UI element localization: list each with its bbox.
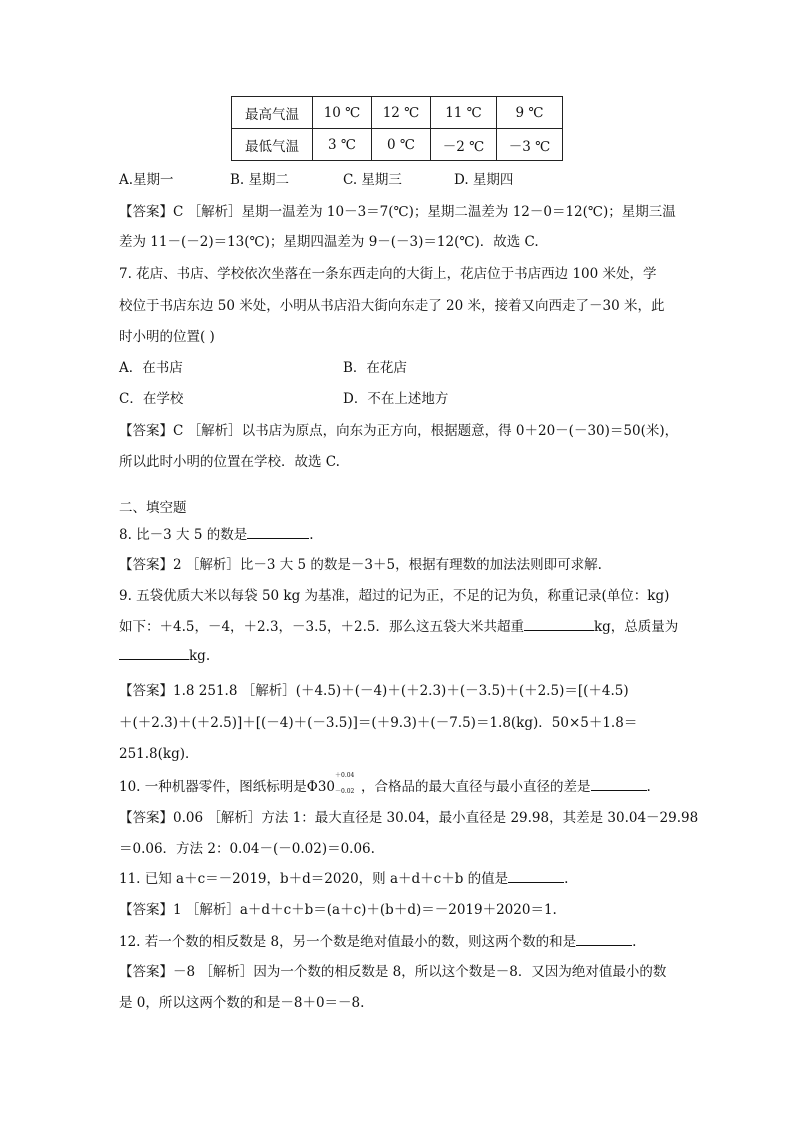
- q8-answer: 【答案】2 ［解析］比－3 大 5 的数是－3＋5，根据有理数的加法法则即可求解.: [119, 557, 602, 573]
- table-cell: 0 ℃: [372, 129, 431, 161]
- table-cell: －2 ℃: [431, 129, 497, 161]
- table-cell: 3 ℃: [313, 129, 372, 161]
- q12-question: 12. 若一个数的相反数是 8，另一个数是绝对值最小的数，则这两个数的和是: [119, 934, 577, 950]
- q6-answer-line2: 差为 11－(－2)＝13(℃)；星期四温差为 9－(－3)＝12(℃)．故选 C.: [119, 234, 539, 250]
- q8-question: 8. 比－3 大 5 的数是: [119, 527, 248, 543]
- q9-text-line3: [119, 647, 210, 664]
- q6-option-b: B. 星期二: [230, 172, 290, 188]
- q10-question-b: ，合格品的最大直径与最小直径的差是: [361, 779, 591, 795]
- tolerance-upper: ＋0.04: [335, 772, 355, 779]
- row-label-low: 最低气温: [232, 129, 313, 161]
- section-title: 二、填空题: [119, 500, 187, 516]
- q7-text-line3: 时小明的位置( ): [119, 329, 215, 345]
- q12-answer-line2: 是 0，所以这两个数的和是－8＋0＝－8.: [119, 995, 365, 1011]
- q6-option-c: C. 星期三: [343, 172, 402, 188]
- q8-end: .: [309, 527, 314, 543]
- q9-answer-line3: 251.8(kg)．: [119, 746, 199, 762]
- q12-end: .: [632, 934, 637, 950]
- q9-line2-part1: 如下：＋4.5，－4，＋2.3，－3.5，＋2.5．那么这五袋大米共超重: [119, 619, 524, 635]
- q11-text: [119, 867, 568, 887]
- q9-text-line2: [119, 615, 678, 635]
- q7-answer-line2: 所以此时小明的位置在学校．故选 C.: [119, 454, 340, 470]
- tolerance-lower: －0.02: [335, 788, 355, 795]
- table-cell: 10 ℃: [313, 97, 372, 129]
- q12-text: [119, 930, 636, 950]
- q9-line2-part2: kg，总质量为: [593, 619, 679, 635]
- q7-option-c: C．在学校: [119, 391, 184, 407]
- q7-text-line2: 校位于书店东边 50 米处，小明从书店沿大街向东走了 20 米，接着又向西走了－30 米，此: [119, 298, 665, 314]
- answer-blank: [119, 647, 189, 660]
- q9-line3-unit: kg.: [189, 648, 211, 664]
- q9-answer-line2: ＋(＋2.3)＋(＋2.5)]＋[(－4)＋(－3.5)]＝(＋9.3)＋(－7.5)＝1.8(kg)．50×5＋1.8＝: [119, 715, 638, 731]
- q7-answer-line1: 【答案】C ［解析］以书店为原点，向东为正方向，根据题意，得 0＋20－(－30)＝50(米)，: [119, 423, 679, 439]
- answer-blank: [591, 778, 647, 791]
- answer-blank: [508, 870, 564, 883]
- table-cell: 9 ℃: [497, 97, 563, 129]
- tolerance-notation: [335, 772, 361, 795]
- q6-answer-line1: 【答案】C ［解析］星期一温差为 10－3＝7(℃)；星期二温差为 12－0＝12(℃)；星期三温: [119, 204, 676, 220]
- q7-option-a: A．在书店: [119, 360, 183, 376]
- q8-text: [119, 523, 314, 543]
- table-cell: 11 ℃: [431, 97, 497, 129]
- q9-text-line1: 9. 五袋优质大米以每袋 50 kg 为基准，超过的记为正，不足的记为负，称重记录(单位：kg): [119, 588, 670, 604]
- q11-question: 11. 已知 a＋c＝－2019，b＋d＝2020，则 a＋d＋c＋b 的值是: [119, 871, 509, 887]
- q9-answer-line1: 【答案】1.8 251.8 ［解析］(＋4.5)＋(－4)＋(＋2.3)＋(－3.5)＋(＋2.5)＝[(＋4.5): [119, 683, 629, 699]
- q10-end: .: [646, 779, 651, 795]
- q6-option-d: D. 星期四: [454, 172, 514, 188]
- q11-answer: 【答案】1 ［解析］a＋d＋c＋b＝(a＋c)＋(b＋d)＝－2019＋2020＝1.: [119, 902, 557, 918]
- answer-blank: [524, 618, 594, 631]
- q7-text-line1: 7. 花店、书店、学校依次坐落在一条东西走向的大街上，花店位于书店西边 100 米处，学: [119, 266, 657, 282]
- table-cell: 12 ℃: [372, 97, 431, 129]
- temperature-table: [231, 96, 563, 161]
- answer-blank: [247, 526, 309, 539]
- q7-option-b: B．在花店: [343, 360, 407, 376]
- q10-answer-line2: ＝0.06．方法 2：0.04－(－0.02)＝0.06.: [119, 841, 375, 857]
- q12-answer-line1: 【答案】－8 ［解析］因为一个数的相反数是 8，所以这个数是－8．又因为绝对值最小的数: [119, 964, 667, 980]
- q7-option-d: D．不在上述地方: [343, 391, 449, 407]
- answer-blank: [576, 933, 632, 946]
- q6-option-a: A.星期一: [119, 172, 174, 188]
- q10-question-a: 10. 一种机器零件，图纸标明是Φ30: [119, 779, 336, 795]
- table-cell: －3 ℃: [497, 129, 563, 161]
- q10-answer-line1: 【答案】0.06 ［解析］方法 1：最大直径是 30.04，最小直径是 29.98，其差是 30.04－29.98: [119, 810, 699, 826]
- table-row: [232, 97, 563, 129]
- row-label-high: 最高气温: [232, 97, 313, 129]
- table-row: [232, 129, 563, 161]
- q11-end: .: [564, 871, 569, 887]
- q10-text: [119, 772, 651, 795]
